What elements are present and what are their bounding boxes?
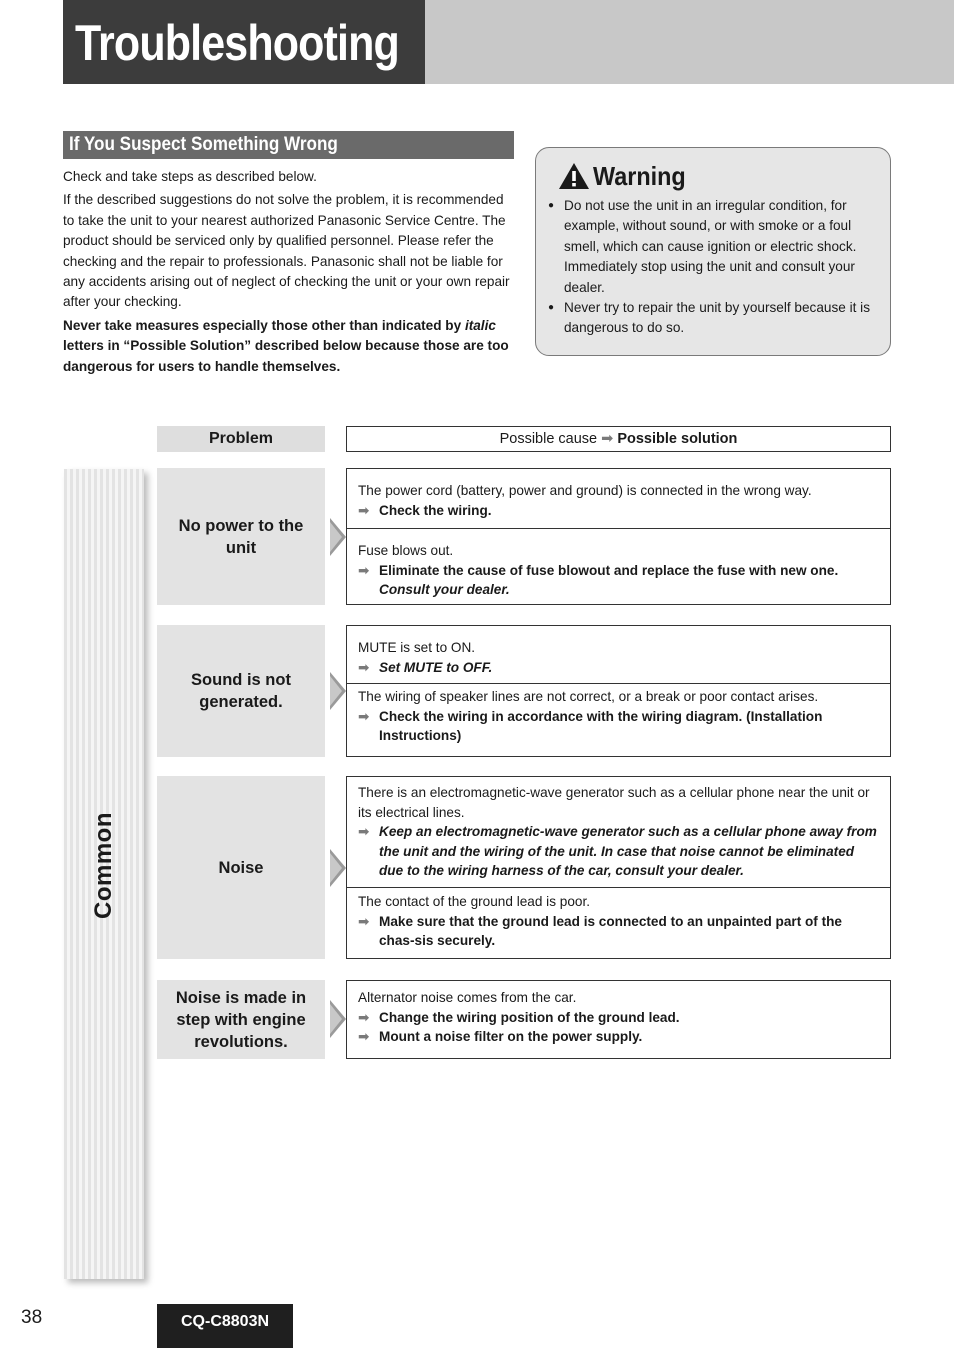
solution-header-text: Possible solution (617, 431, 738, 447)
solution-italic-text: Consult your dealer. (379, 582, 510, 597)
section-heading (63, 131, 514, 159)
solution-text: Make sure that the ground lead is connected to an unpainted part of the chas-sis securely. (379, 913, 842, 948)
intro-text (63, 167, 513, 380)
caution-text-b: letters in “Possible Solution” described below because those are too dangerous for users to handle themselves. (63, 338, 509, 374)
side-tab-label: Common (90, 812, 117, 919)
warning-title-text: Warning (593, 160, 686, 191)
solution-line (358, 1027, 880, 1047)
solution-line (358, 822, 880, 881)
solution-box (346, 980, 891, 1059)
problem-header: Problem (157, 426, 325, 452)
warning-box (535, 147, 891, 356)
arrow-icon: ➡ (358, 1009, 370, 1025)
arrow-icon: ➡ (358, 659, 370, 675)
solution-line (358, 1008, 880, 1028)
cause-cell (347, 777, 890, 887)
solution-text: Check the wiring. (379, 502, 492, 518)
cause-text: The power cord (battery, power and ground) is connected in the wrong way. (358, 483, 812, 498)
solution-line (358, 501, 880, 521)
arrow-icon: ➡ (358, 913, 370, 929)
problem-cell (157, 468, 325, 605)
cause-cell (347, 981, 890, 1047)
cause-text: Fuse blows out. (358, 543, 454, 558)
solution-box (346, 776, 891, 959)
solution-line (358, 707, 880, 746)
cause-cell (347, 887, 890, 951)
cause-text: There is an electromagnetic-wave generator such as a cellular phone near the unit or its electrical lines. (358, 785, 870, 820)
arrow-icon: ➡ (358, 502, 370, 518)
solution-text: Keep an electromagnetic-wave generator such as a cellular phone away from the unit and the wiring of the unit. In case that noise cannot be eliminated due to the wiring harness of the car, consult your dealer. (379, 824, 877, 878)
solution-text: Eliminate the cause of fuse blowout and replace the fuse with new one. (379, 562, 839, 578)
page-number: 38 (21, 1307, 43, 1328)
side-tab-common (64, 469, 144, 1279)
warning-triangle-icon (558, 162, 590, 190)
problem-cell (157, 980, 325, 1059)
arrow-icon: ➡ (601, 431, 614, 447)
cause-header-text: Possible cause (499, 431, 598, 447)
solution-text: Set MUTE to OFF. (379, 659, 493, 675)
cause-text: The contact of the ground lead is poor. (358, 894, 591, 909)
solution-line (358, 912, 880, 951)
cause-solution-header (346, 426, 891, 452)
caution-text-a: Never take measures especially those other than indicated by (63, 317, 465, 333)
title-band (425, 0, 954, 84)
cause-cell (347, 626, 890, 683)
cause-text: The wiring of speaker lines are not correct, or a break or poor contact arises. (358, 689, 819, 704)
problem-cell (157, 625, 325, 757)
problem-text: Noise (218, 858, 264, 877)
solution-line (358, 561, 880, 600)
arrow-right-icon (330, 1000, 346, 1038)
warning-title (558, 160, 696, 192)
intro-paragraph-1: Check and take steps as described below. (63, 169, 317, 184)
arrow-icon: ➡ (358, 824, 370, 839)
warning-item: ● Do not use the unit in an irregular condition, for example, without sound, or with smoke or a foul smell, which can cause ignition or electric shock. Immediately stop using the unit and consult your dealer. (548, 196, 884, 298)
warning-item: ● Never try to repair the unit by yourself because it is dangerous to do so. (548, 298, 884, 339)
cause-text: MUTE is set to ON. (358, 640, 476, 655)
cause-cell (347, 469, 890, 528)
cause-cell (347, 528, 890, 600)
arrow-icon: ➡ (358, 562, 370, 578)
arrow-icon: ➡ (358, 708, 370, 724)
caution-italic: italic (464, 317, 496, 333)
warning-list (548, 196, 884, 339)
arrow-right-icon (330, 672, 346, 710)
arrow-right-icon (330, 518, 346, 556)
section-heading-text: If You Suspect Something Wrong (69, 134, 338, 155)
solution-text: Change the wiring position of the ground lead. (379, 1009, 680, 1025)
intro-paragraph-2: If the described suggestions do not solve the problem, it is recommended to take the unit to your nearest authorized Panasonic Service Centre. The product should be serviced only by qualified personnel. Please refer the checking and the repair to professionals. Panasonic shall not be liable for any accidents arising out of neglect of checking the unit or your own repair after your checking. (63, 192, 510, 310)
arrow-right-icon (330, 849, 346, 887)
problem-cell (157, 776, 325, 959)
problem-text: Sound is not generated. (191, 671, 291, 711)
cause-cell (347, 683, 890, 746)
solution-box (346, 625, 891, 757)
solution-box (346, 468, 891, 605)
arrow-icon: ➡ (358, 1029, 370, 1044)
problem-text: Noise is made in step with engine revolutions. (175, 988, 307, 1051)
solution-line (358, 658, 880, 678)
page-title: Troubleshooting (75, 15, 399, 71)
problem-text: No power to the unit (178, 516, 304, 557)
cause-text: Alternator noise comes from the car. (358, 990, 577, 1005)
model-badge: CQ-C8803N (157, 1304, 293, 1348)
title-bar (63, 0, 425, 84)
solution-text: Check the wiring in accordance with the wiring diagram. (Installation Instructions) (379, 708, 823, 743)
solution-text: Mount a noise filter on the power supply. (379, 1029, 643, 1044)
caution-paragraph (63, 316, 513, 377)
